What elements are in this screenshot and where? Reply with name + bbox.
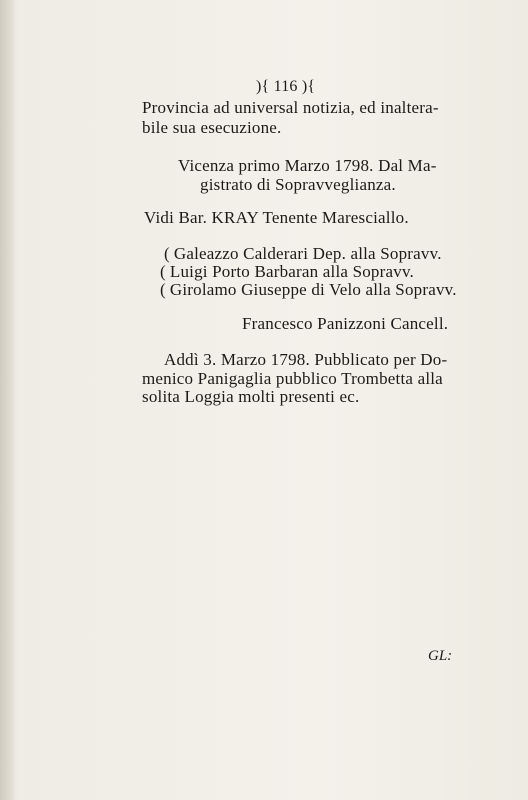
brace-mark: ( (160, 262, 166, 281)
catchword: GL: (428, 648, 453, 664)
brace-mark: ( (164, 244, 170, 263)
signature-text: Galeazzo Calderari Dep. alla Sopravv. (173, 244, 442, 263)
publication-line: Addì 3. Marzo 1798. Pubblicato per Do- (164, 350, 448, 369)
paragraph-line: bile sua esecuzione. (142, 118, 282, 137)
brace-mark: ( (160, 280, 166, 299)
signature-text: Luigi Porto Barbaran alla Sopravv. (169, 262, 414, 281)
vidi-line: Vidi Bar. KRAY Tenente Maresciallo. (144, 208, 409, 227)
page-header: ){ 116 ){ (256, 78, 316, 95)
signature-text: Girolamo Giuseppe di Velo alla Sopravv. (169, 280, 457, 299)
chancellor-line: Francesco Panizzoni Cancell. (242, 314, 449, 333)
paragraph-line: Provincia ad universal notizia, ed inaltera- (142, 98, 439, 117)
signature-line (164, 244, 442, 264)
signature-line (160, 262, 414, 282)
date-line: Vicenza primo Marzo 1798. Dal Ma- (178, 156, 437, 175)
publication-line: menico Panigaglia pubblico Trombetta alla (142, 369, 443, 388)
signature-line (160, 280, 457, 300)
publication-line: solita Loggia molti presenti ec. (142, 387, 360, 406)
date-line: gistrato di Sopravveglianza. (200, 175, 396, 194)
page-gutter (0, 0, 14, 800)
